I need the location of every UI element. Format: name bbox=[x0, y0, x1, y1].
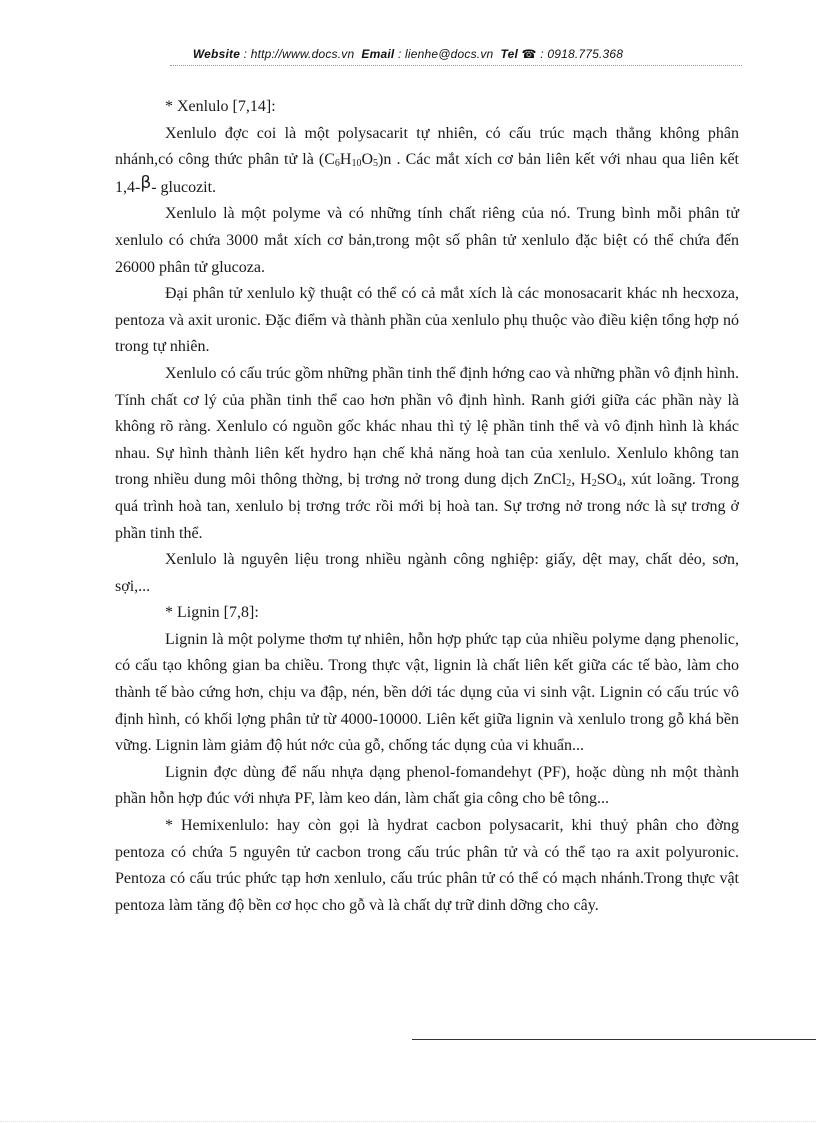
page-bottom-edge bbox=[0, 1121, 816, 1122]
footer-divider bbox=[412, 1039, 816, 1040]
page-header bbox=[0, 47, 816, 61]
website-url[interactable]: : http://www.docs.vn bbox=[243, 47, 355, 61]
email-label: Email bbox=[361, 47, 395, 61]
paragraph-lignin-uses: Lignin đợc dùng để nấu nhựa dạng phenol-fomandehyt (PF), hoặc dùng nh một thành phần hỗn hợp đúc với nhựa PF, làm keo dán, làm chất gia công cho bê tông... bbox=[115, 763, 739, 808]
tel-number: : 0918.775.368 bbox=[540, 47, 624, 61]
tel-label: Tel bbox=[500, 47, 518, 61]
paragraph-xenlulo-structure: Xenlulo có cấu trúc gồm những phần tinh thể định hớng cao và những phần vô định hình. Tính chất cơ lý của phần tinh thể cao hơn phần vô định hình. Ranh giới giữa các phần này là không rõ ràng. Xenlulo có nguồn gốc khác nhau thì tỷ lệ phần tinh thể và vô định hình là khác nhau. Sự hình thành liên kết hydro hạn chế khả năng hoà tan của xenlulo. Xenlulo không tan trong nhiều dung môi thông thờng, bị trơng nở trong dung dịch ZnCl$_2$, $H_2SO_4$, xút loãng. Trong quá trình hoà tan, xenlulo bị trơng trớc rồi mới bị hoà tan. Sự trơng nở trong nớc là sự trơng ở phần tinh thể. bbox=[115, 364, 739, 542]
website-label: Website bbox=[192, 47, 241, 61]
paragraph-lignin-definition: Lignin là một polyme thơm tự nhiên, hỗn hợp phức tạp của nhiều polyme dạng phenolic, có cấu tạo không gian ba chiều. Trong thực vật, lignin là chất liên kết giữa các tế bào, làm cho thành tế bào cứng hơn, chịu va đập, nén, bền dới tác dụng của vi sinh vật. Lignin có cấu trúc vô định hình, có khối lợng phân tử từ 4000-10000. Liên kết giữa lignin và xenlulo trong gỗ khá bền vững. Lignin làm giảm độ hút nớc của gỗ, chống tác dụng của vi khuẩn... bbox=[115, 630, 739, 755]
email-address[interactable]: : lienhe@docs.vn bbox=[397, 47, 494, 61]
paragraph-xenlulo-polymer: Xenlulo là một polyme và có những tính chất riêng của nó. Trung bình mỗi phân tử xenlulo có chứa 3000 mắt xích cơ bản,trong một số phân tử xenlulo đặc biệt có thể chứa đến 26000 phân tử glucoza. bbox=[115, 205, 739, 276]
document-body bbox=[115, 94, 739, 919]
paragraph-xenlulo-definition: Xenlulo đợc coi là một polysacarit tự nhiên, có cấu trúc mạch thẳng không phân nhánh,có công thức phân tử là $(C_6H_{10}O_5)n$ . Các mắt xích cơ bản liên kết với nhau qua liên kết 1,4-β- glucozit. bbox=[115, 124, 739, 196]
beta-symbol: β bbox=[140, 172, 152, 193]
xenlulo-heading: * Xenlulo [7,14]: bbox=[165, 98, 276, 115]
telephone-icon: ☎ bbox=[521, 47, 537, 61]
paragraph-xenlulo-technical: Đại phân tử xenlulo kỹ thuật có thể có cả mắt xích là các monosacarit khác nh hecxoza, pentoza và axit uronic. Đặc điểm và thành phần của xenlulo phụ thuộc vào điều kiện tổng hợp nó trong tự nhiên. bbox=[115, 285, 739, 356]
header-divider bbox=[170, 65, 742, 66]
lignin-heading: * Lignin [7,8]: bbox=[165, 604, 259, 622]
paragraph-xenlulo-uses: Xenlulo là nguyên liệu trong nhiều ngành công nghiệp: giấy, dệt may, chất dẻo, sơn, sợi,... bbox=[115, 551, 739, 595]
paragraph-hemixenlulo: * Hemixenlulo: hay còn gọi là hydrat cacbon polysacarit, khi thuỷ phân cho đờng pentoza có chứa 5 nguyên tử cacbon trong cấu trúc phân tử và có thể tạo ra axit polyuronic. Pentoza có cấu trúc phức tạp hơn xenlulo, cấu trúc phân tử có thể có mạch nhánh.Trong thực vật pentoza làm tăng độ bền cơ học cho gỗ và là chất dự trữ dinh dỡng cho cây. bbox=[115, 817, 739, 914]
